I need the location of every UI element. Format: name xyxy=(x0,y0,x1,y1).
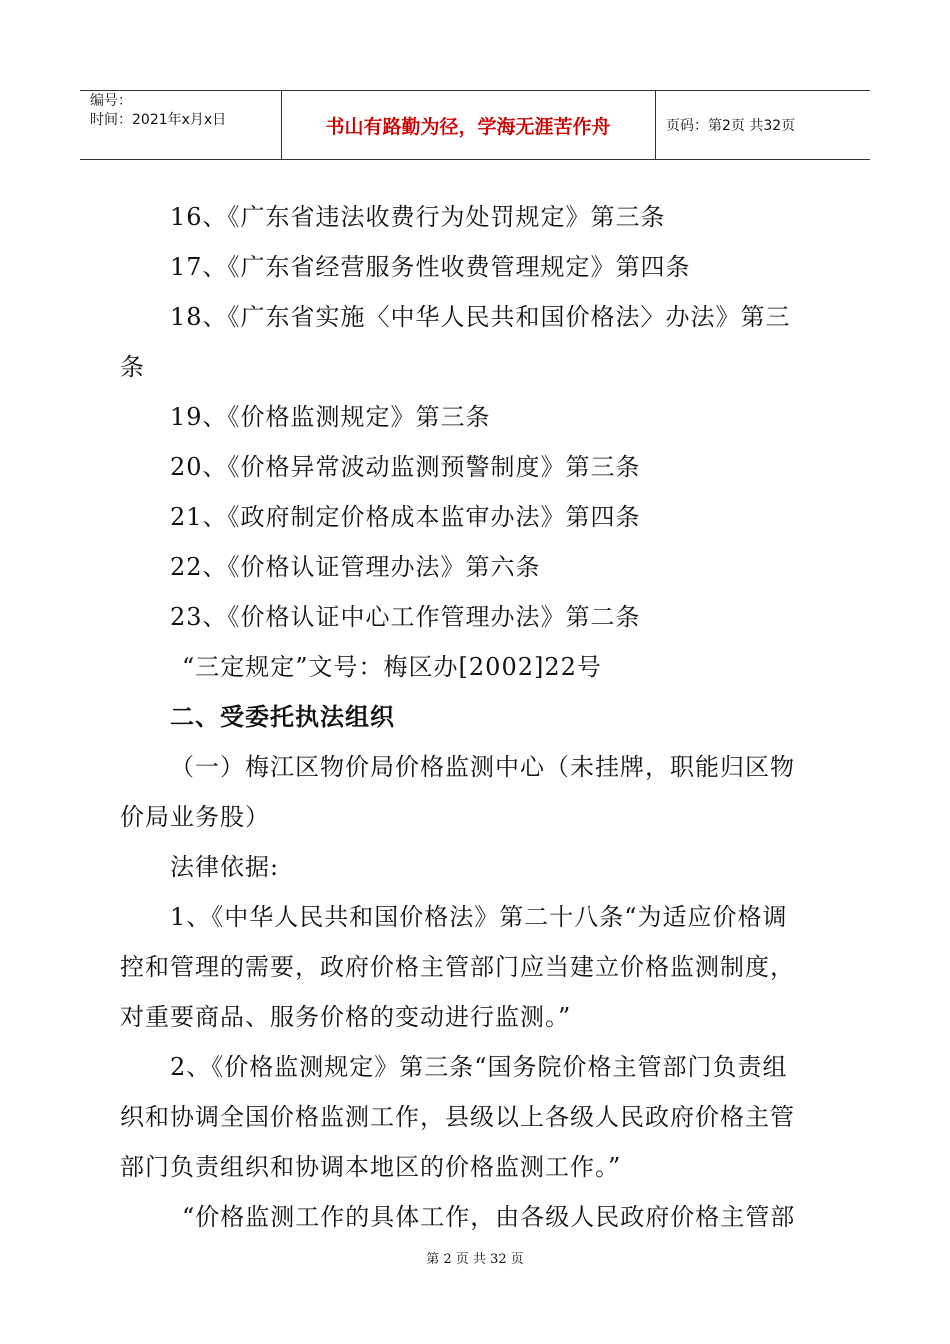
header-motto: 书山有路勤为径，学海无涯苦作舟 xyxy=(281,91,656,159)
body-line: 对重要商品、服务价格的变动进行监测。” xyxy=(120,1003,572,1031)
body-line: 17、《广东省经营服务性收费管理规定》第四条 xyxy=(170,253,691,281)
serial-number-label: 编号： xyxy=(90,93,132,109)
body-line: （一）梅江区物价局价格监测中心（未挂牌，职能归区物 xyxy=(170,753,795,781)
body-line: “价格监测工作的具体工作，由各级人民政府价格主管部 xyxy=(182,1203,796,1231)
body-line: 织和协调全国价格监测工作，县级以上各级人民政府价格主管 xyxy=(120,1103,795,1131)
body-line: 19、《价格监测规定》第三条 xyxy=(170,403,491,431)
document-header xyxy=(80,90,870,160)
body-line: 21、《政府制定价格成本监审办法》第四条 xyxy=(170,503,641,531)
body-line: 价局业务股） xyxy=(120,803,270,831)
body-line: 20、《价格异常波动监测预警制度》第三条 xyxy=(170,453,641,481)
page-footer: 第 2 页 共 32 页 xyxy=(426,1252,524,1267)
body-line: 18、《广东省实施〈中华人民共和国价格法〉办法》第三 xyxy=(170,303,791,331)
section-heading: 二、受委托执法组织 xyxy=(170,703,395,731)
body-line: 23、《价格认证中心工作管理办法》第二条 xyxy=(170,603,641,631)
header-meta-cell xyxy=(80,91,282,159)
body-line: 控和管理的需要，政府价格主管部门应当建立价格监测制度， xyxy=(120,953,795,981)
body-line: 2、《价格监测规定》第三条“国务院价格主管部门负责组 xyxy=(170,1053,788,1081)
header-page-code-cell xyxy=(656,91,870,159)
body-line: 16、《广东省违法收费行为处罚规定》第三条 xyxy=(170,203,666,231)
body-line: 条 xyxy=(120,353,145,381)
date-label: 时间：2021年x月x日 xyxy=(90,112,227,128)
page-code: 页码：第2页 共32页 xyxy=(666,118,796,134)
body-line: 部门负责组织和协调本地区的价格监测工作。” xyxy=(120,1153,622,1181)
body-line: 1、《中华人民共和国价格法》第二十八条“为适应价格调 xyxy=(170,903,788,931)
body-line: 22、《价格认证管理办法》第六条 xyxy=(170,553,541,581)
body-line: 法律依据: xyxy=(170,853,280,881)
body-line: “三定规定”文号：梅区办[2002]22号 xyxy=(182,653,602,681)
